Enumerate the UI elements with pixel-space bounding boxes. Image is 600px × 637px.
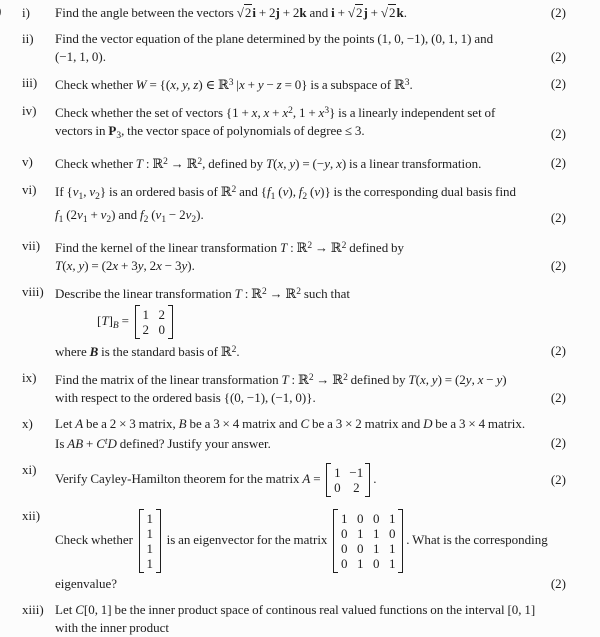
math-text: x, y xyxy=(277,156,296,171)
math-text: P xyxy=(108,123,117,138)
math-text: , defined by xyxy=(202,156,266,171)
question-vi xyxy=(0,181,600,229)
marks-label: (2) xyxy=(550,435,566,450)
matrix-cell: 1 xyxy=(357,556,364,571)
question-x xyxy=(0,415,600,453)
math-text: y xyxy=(181,258,188,273)
math-text: 1 xyxy=(82,215,88,225)
math-text: vectors in xyxy=(55,123,109,138)
math-text: v xyxy=(77,207,83,222)
math-text: 2 xyxy=(95,192,100,202)
math-text: ) ∈ ℝ xyxy=(198,77,229,92)
math-text: f xyxy=(55,207,59,222)
math-text: + xyxy=(83,436,97,451)
marks-label: (2) xyxy=(550,390,566,405)
math-text: with respect to the ordered basis {(0, −1), (−1, 0)}. xyxy=(55,390,316,405)
question-number: x) xyxy=(22,416,33,431)
math-text: x xyxy=(112,258,119,273)
math-text: − xyxy=(483,372,497,387)
math-text: = xyxy=(118,312,132,328)
question-line xyxy=(55,257,566,275)
math-text: [0, 1] be the inner product space of continous real valued functions on the interval [0, 1] xyxy=(83,602,536,617)
matrix-cell: 0 xyxy=(389,526,396,541)
question-number: vii) xyxy=(22,238,41,253)
math-text: , xyxy=(257,105,264,120)
math-text: y xyxy=(465,372,472,387)
math-text: (2 xyxy=(63,207,78,222)
math-text: f xyxy=(298,184,303,199)
matrix-cell: 1 xyxy=(389,541,396,556)
math-text: x, y xyxy=(66,258,85,273)
math-text: eigenvalue? xyxy=(55,576,118,591)
math-text: T xyxy=(135,156,144,171)
question-iv xyxy=(0,102,600,145)
math-text: + xyxy=(87,207,101,222)
math-text: B xyxy=(89,344,99,359)
sqrt-expression xyxy=(348,4,364,20)
question-i xyxy=(0,4,600,22)
math-text: + 2 xyxy=(255,5,276,20)
math-text: i xyxy=(252,5,256,20)
question-body xyxy=(55,601,566,637)
question-number: iv) xyxy=(22,103,37,118)
question-number: xii) xyxy=(22,508,41,523)
matrix-cell: 0 xyxy=(341,541,348,556)
math-text: T xyxy=(265,156,274,171)
math-text: ), xyxy=(288,184,299,199)
math-text: v xyxy=(314,184,321,199)
math-text: such that xyxy=(300,286,351,301)
math-text: : ℝ xyxy=(287,240,308,255)
math-text: be a 3 × 4 matrix and xyxy=(186,416,301,431)
question-body xyxy=(55,74,566,94)
question-body xyxy=(55,30,566,66)
radicand: 2 xyxy=(244,5,252,20)
math-text: + xyxy=(334,5,348,20)
question-line xyxy=(55,102,566,122)
math-text: , 1 + xyxy=(292,105,319,120)
math-text: y xyxy=(257,77,264,92)
math-text: where xyxy=(55,344,90,359)
math-text: , 2 xyxy=(143,258,157,273)
question-body xyxy=(55,369,566,407)
question-line xyxy=(55,415,566,433)
math-text: → ℝ xyxy=(313,372,344,387)
math-text: : ℝ xyxy=(143,156,164,171)
math-text: be a 2 × 3 matrix, xyxy=(83,416,179,431)
math-text: . xyxy=(403,5,407,20)
math-text: ) and xyxy=(111,207,140,222)
matrix-cell: 2 xyxy=(158,307,166,322)
math-text: 1 xyxy=(161,215,167,225)
math-text: + xyxy=(367,5,381,20)
math-text: y xyxy=(324,156,330,171)
question-body xyxy=(55,507,566,593)
matrix-cell: 1 xyxy=(142,307,150,322)
question-line xyxy=(55,181,566,206)
math-text: and xyxy=(306,5,332,20)
math-text: Check whether xyxy=(55,77,136,92)
question-number: v) xyxy=(22,154,33,169)
math-text: Is xyxy=(55,436,68,451)
question-number: xiii) xyxy=(22,602,44,617)
math-text: Check whether xyxy=(55,156,136,171)
question-number: ix) xyxy=(22,370,37,385)
marks-label: (2) xyxy=(550,258,566,273)
matrix-cell: 0 xyxy=(341,556,348,571)
matrix xyxy=(135,305,173,339)
question-number: ii) xyxy=(22,31,34,46)
radical-sign: √ xyxy=(347,5,355,20)
math-text: v xyxy=(282,184,289,199)
question-viii xyxy=(0,283,600,361)
math-text: v xyxy=(89,184,96,199)
math-text: , xyxy=(329,156,337,171)
math-text: k xyxy=(396,5,404,20)
question-line xyxy=(55,153,566,173)
math-text: x xyxy=(239,77,245,92)
math-text: Check whether the set of vectors {1 + xyxy=(55,105,252,120)
question-vii xyxy=(0,237,600,275)
math-text: = 0} is a subspace of ℝ xyxy=(281,77,405,92)
matrix-cell: 0 xyxy=(334,480,341,495)
math-text: W xyxy=(135,77,147,92)
math-text: Find the kernel of the linear transformation xyxy=(55,240,280,255)
marks-label: (2) xyxy=(550,576,566,591)
matrix-cell: 1 xyxy=(389,511,396,526)
math-text: T xyxy=(408,372,416,387)
marks-label: (2) xyxy=(550,125,566,141)
matrix-cell: 2 xyxy=(353,480,360,495)
question-number: i) xyxy=(22,5,30,20)
math-text: If { xyxy=(55,184,73,199)
question-line xyxy=(55,48,566,66)
math-text: defined by xyxy=(346,240,405,255)
question-line xyxy=(55,461,566,499)
question-xii xyxy=(0,507,600,593)
math-text: T xyxy=(234,286,242,301)
math-text: is the standard basis of ℝ xyxy=(98,344,232,359)
matrix-cell: 2 xyxy=(142,322,150,337)
question-ix xyxy=(0,369,600,407)
marks-label: (2) xyxy=(550,472,566,487)
radical-sign: √ xyxy=(236,5,244,20)
math-text: 2 xyxy=(163,157,168,167)
question-line xyxy=(55,283,566,303)
math-text: − xyxy=(263,77,277,92)
marks-label: (2) xyxy=(550,155,566,170)
math-text: defined? Justify your answer. xyxy=(116,436,271,451)
math-text: ( xyxy=(307,184,315,199)
math-text: ) = (2 xyxy=(84,258,113,273)
question-line xyxy=(55,341,566,361)
math-text: + xyxy=(244,77,258,92)
math-text: − 3 xyxy=(161,258,182,273)
marks-label: (2) xyxy=(550,49,566,64)
marks-label: (2) xyxy=(550,5,566,20)
question-line xyxy=(55,601,566,619)
math-text: 2 xyxy=(307,241,313,251)
math-text: 2 xyxy=(231,185,237,195)
math-text: and { xyxy=(236,184,268,199)
question-line xyxy=(55,369,566,389)
math-text: → ℝ xyxy=(312,240,342,255)
question-body xyxy=(55,102,566,145)
math-text: z xyxy=(276,77,282,92)
math-text: 2 xyxy=(341,241,347,251)
math-text: v xyxy=(72,184,79,199)
math-text: 2 xyxy=(197,157,203,167)
math-text: : ℝ xyxy=(288,372,309,387)
math-text: , xyxy=(83,184,90,199)
math-text: f xyxy=(139,207,144,222)
question-line xyxy=(55,433,566,453)
math-text: 2 xyxy=(302,192,308,202)
math-text: } is an ordered basis of ℝ xyxy=(99,184,232,199)
math-text: → ℝ xyxy=(167,156,198,171)
math-text: 2 xyxy=(106,215,112,225)
math-text: be a 3 × 4 matrix. xyxy=(432,416,526,431)
question-line xyxy=(55,30,566,48)
math-text: . xyxy=(236,344,240,359)
math-text: ] xyxy=(108,312,113,328)
math-text: , the vector space of polynomials of degree ≤ 3. xyxy=(121,123,365,138)
math-text: 2 xyxy=(343,373,348,383)
matrix-cell: 1 xyxy=(146,541,154,556)
question-line xyxy=(55,4,566,22)
question-body xyxy=(55,415,566,453)
math-text: T xyxy=(101,312,109,328)
math-text: T xyxy=(55,258,63,273)
question-line xyxy=(55,303,566,341)
math-text: ( xyxy=(415,372,420,387)
marks-label: (2) xyxy=(550,343,566,358)
math-text: is an eigenvector for the matrix xyxy=(163,531,331,547)
math-text: + 2 xyxy=(279,5,300,20)
math-text: | xyxy=(233,77,239,92)
math-text: x xyxy=(318,105,325,120)
question-body xyxy=(55,4,566,22)
math-text: + 3 xyxy=(118,258,138,273)
math-text: x, y xyxy=(419,372,438,387)
math-text: } is a linearly independent set of xyxy=(329,105,496,120)
radicand: 2 xyxy=(355,5,363,20)
math-text: ). xyxy=(196,207,204,222)
matrix-cell: 0 xyxy=(373,511,380,526)
math-text: ( xyxy=(62,258,67,273)
math-text: = xyxy=(310,470,324,486)
math-text: . xyxy=(409,77,413,92)
math-text: ). xyxy=(187,258,195,273)
question-iii xyxy=(0,74,600,94)
math-text: v xyxy=(185,207,192,222)
math-text: A xyxy=(75,416,84,431)
math-text: 2 xyxy=(261,287,267,297)
question-ii xyxy=(0,30,600,66)
math-text: Describe the linear transformation xyxy=(55,286,235,301)
math-text: k xyxy=(299,5,307,20)
matrix-cell: 0 xyxy=(357,541,364,556)
math-text: x xyxy=(156,258,162,273)
math-text: be a 3 × 2 matrix and xyxy=(309,416,424,431)
math-text: ) = (2 xyxy=(437,372,466,387)
question-list xyxy=(0,4,600,637)
matrix-cell: 1 xyxy=(146,511,154,526)
question-v xyxy=(0,153,600,173)
math-text: x, y, z xyxy=(170,77,199,92)
math-text: D xyxy=(107,436,117,451)
math-text: 3 xyxy=(404,78,410,88)
math-text: 3 xyxy=(116,131,122,141)
matrix-cell: 1 xyxy=(341,511,348,526)
radicand: 2 xyxy=(388,5,396,20)
math-text: ) = (− xyxy=(295,156,325,171)
math-text: x xyxy=(251,105,258,120)
math-text: j xyxy=(275,5,280,20)
math-text: = {( xyxy=(146,77,171,92)
math-text: Check whether xyxy=(55,531,136,547)
math-text: 1 xyxy=(78,192,84,202)
math-text: 2 xyxy=(288,106,293,116)
radical-sign: √ xyxy=(380,5,388,20)
marks-label: (2) xyxy=(550,76,566,91)
math-text: . What is the corresponding xyxy=(406,531,548,547)
math-text: T xyxy=(281,372,289,387)
math-text: C xyxy=(300,416,310,431)
question-line xyxy=(55,619,566,637)
math-text: x xyxy=(336,156,342,171)
math-text: 2 xyxy=(231,345,237,355)
math-text: 3 xyxy=(324,106,330,116)
math-text: . xyxy=(373,470,377,486)
math-text: , xyxy=(471,372,478,387)
math-text: ( xyxy=(275,184,283,199)
math-text: Let xyxy=(55,416,76,431)
question-number: vi) xyxy=(22,182,37,197)
math-text: ( xyxy=(148,207,156,222)
math-text: 1 xyxy=(58,215,64,225)
marks-label: (2) xyxy=(550,209,566,225)
math-text: 2 xyxy=(143,215,149,225)
math-text: i xyxy=(331,5,335,20)
math-text: C xyxy=(96,436,105,451)
question-line xyxy=(55,507,566,575)
question-body xyxy=(55,283,566,361)
math-text: f xyxy=(267,184,271,199)
matrix-cell: 1 xyxy=(334,465,341,480)
math-text: x xyxy=(263,105,270,120)
math-text: C xyxy=(75,602,84,617)
question-xi xyxy=(0,461,600,499)
matrix-cell: 1 xyxy=(357,526,364,541)
matrix xyxy=(326,463,370,497)
math-text: → ℝ xyxy=(266,286,297,301)
math-text: B xyxy=(178,416,187,431)
question-line xyxy=(55,575,566,593)
question-body xyxy=(55,237,566,275)
math-text: 2 xyxy=(191,215,197,225)
matrix-cell: 0 xyxy=(158,322,166,337)
question-number: iii) xyxy=(22,75,38,90)
matrix-cell: 0 xyxy=(341,526,348,541)
math-text: + xyxy=(269,105,283,120)
math-text: B xyxy=(112,320,119,331)
question-line xyxy=(55,206,566,229)
matrix-cell: 1 xyxy=(389,556,396,571)
math-text: 1 xyxy=(270,192,276,202)
math-text: Let xyxy=(55,602,76,617)
math-text: (−1, 1, 0). xyxy=(55,49,106,64)
math-text: t xyxy=(104,437,108,447)
matrix-cell: 1 xyxy=(146,556,154,571)
math-text: j xyxy=(363,5,368,20)
math-text: : ℝ xyxy=(241,286,262,301)
matrix-cell: −1 xyxy=(349,465,364,480)
question-xiii xyxy=(0,601,600,637)
matrix-cell: 1 xyxy=(373,541,380,556)
math-text: A xyxy=(302,470,311,486)
math-text: ) xyxy=(502,372,507,387)
matrix-cell: 1 xyxy=(146,526,154,541)
matrix-cell: 1 xyxy=(373,526,380,541)
question-line xyxy=(55,389,566,407)
question-body xyxy=(55,181,566,229)
math-text: T xyxy=(280,240,288,255)
math-text: v xyxy=(100,207,107,222)
question-line xyxy=(55,74,566,94)
math-text: )} is the corresponding dual basis find xyxy=(320,184,517,199)
question-line xyxy=(55,237,566,257)
question-number: viii) xyxy=(22,284,44,299)
math-text: Find the angle between the vectors xyxy=(55,5,237,20)
math-text: Find the matrix of the linear transformation xyxy=(55,372,282,387)
math-text: x xyxy=(477,372,484,387)
matrix xyxy=(333,509,403,573)
sqrt-expression xyxy=(237,4,253,20)
math-text: D xyxy=(423,416,433,431)
math-text: 3 xyxy=(228,78,234,88)
page-edge-fragment xyxy=(0,2,1,20)
math-text: Verify Cayley-Hamilton theorem for the matrix xyxy=(55,470,303,486)
math-text: − 2 xyxy=(166,207,186,222)
sqrt-expression xyxy=(381,4,397,20)
math-text: 2 xyxy=(296,287,301,297)
question-body xyxy=(55,153,566,173)
math-text: AB xyxy=(67,436,84,451)
math-text: Find the vector equation of the plane determined by the points (1, 0, −1), (0, 1, 1) and xyxy=(55,31,494,46)
math-text: y xyxy=(496,372,503,387)
math-text: ( xyxy=(273,156,278,171)
math-text: y xyxy=(137,258,144,273)
math-text: ) is a linear transformation. xyxy=(341,156,482,171)
math-text: [ xyxy=(97,312,102,328)
matrix-cell: 0 xyxy=(357,511,364,526)
math-text: x xyxy=(282,105,289,120)
math-text: v xyxy=(155,207,162,222)
math-text: 2 xyxy=(308,373,314,383)
math-text: with the inner product xyxy=(55,620,169,635)
question-body xyxy=(55,461,566,499)
question-line xyxy=(55,122,566,145)
math-text: defined by xyxy=(347,372,409,387)
question-number: xi) xyxy=(22,462,37,477)
matrix xyxy=(139,509,161,573)
matrix-cell: 0 xyxy=(373,556,380,571)
